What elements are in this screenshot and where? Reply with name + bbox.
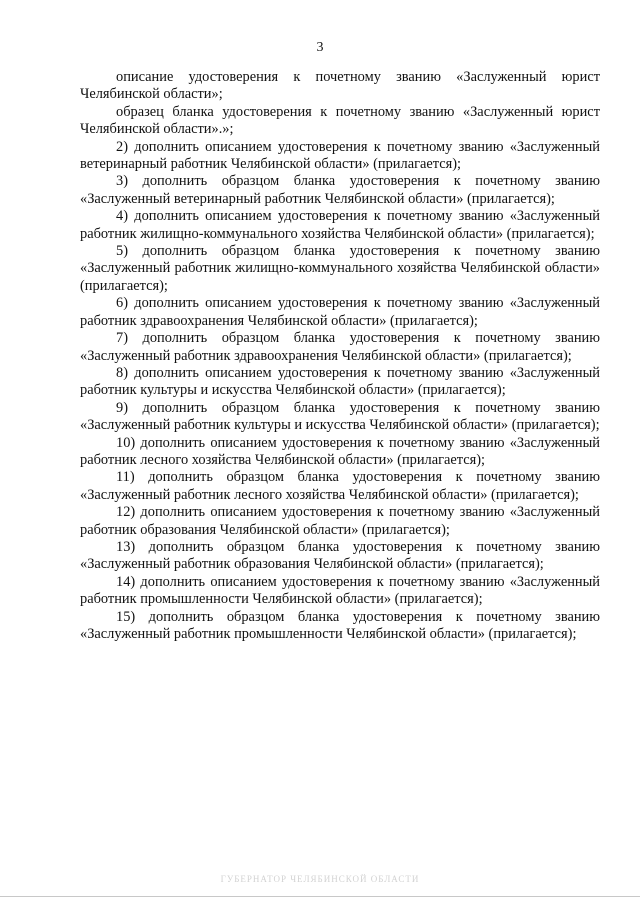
- paragraph-5: 4) дополнить описанием удостоверения к почетному званию «Заслуженный работник жилищно-коммунального хозяйства Челябинской области» (прилагается);: [80, 208, 600, 242]
- paragraph-13: 12) дополнить описанием удостоверения к почетному званию «Заслуженный работник образования Челябинской области» (прилагается);: [80, 504, 600, 538]
- page-bottom-line: [0, 896, 640, 897]
- paragraph-7: 6) дополнить описанием удостоверения к почетному званию «Заслуженный работник здравоохранения Челябинской области» (прилагается);: [80, 295, 600, 329]
- footer-stamp: ГУБЕРНАТОР ЧЕЛЯБИНСКОЙ ОБЛАСТИ: [220, 874, 420, 884]
- paragraph-10: 9) дополнить образцом бланка удостоверения к почетному званию «Заслуженный работник культуры и искусства Челябинской области» (прилагается);: [80, 399, 600, 434]
- paragraph-11: 10) дополнить описанием удостоверения к почетному званию «Заслуженный работник лесного хозяйства Челябинской области» (прилагается);: [80, 434, 600, 468]
- paragraph-14: 13) дополнить образцом бланка удостоверения к почетному званию «Заслуженный работник образования Челябинской области» (прилагается);: [80, 538, 600, 573]
- paragraph-1: описание удостоверения к почетному званию «Заслуженный юрист Челябинской области»;: [80, 69, 600, 103]
- paragraph-8: 7) дополнить образцом бланка удостоверения к почетному званию «Заслуженный работник здравоохранения Челябинской области» (прилагается);: [80, 330, 600, 364]
- paragraph-9: 8) дополнить описанием удостоверения к почетному званию «Заслуженный работник культуры и искусства Челябинской области» (прилагается);: [80, 364, 600, 399]
- paragraph-16: 15) дополнить образцом бланка удостоверения к почетному званию «Заслуженный работник промышленности Челябинской области» (прилагается);: [80, 608, 600, 642]
- paragraph-6: 5) дополнить образцом бланка удостоверения к почетному званию «Заслуженный работник жилищно-коммунального хозяйства Челябинской области» (прилагается);: [80, 243, 600, 294]
- paragraph-12: 11) дополнить образцом бланка удостоверения к почетному званию «Заслуженный работник лесного хозяйства Челябинской области» (прилагается);: [80, 469, 600, 503]
- document-body: [80, 69, 600, 643]
- paragraph-2: образец бланка удостоверения к почетному званию «Заслуженный юрист Челябинской области».»;: [80, 103, 600, 138]
- paragraph-4: 3) дополнить образцом бланка удостоверения к почетному званию «Заслуженный ветеринарный работник Челябинской области» (прилагается);: [80, 173, 600, 207]
- paragraph-15: 14) дополнить описанием удостоверения к почетному званию «Заслуженный работник промышленности Челябинской области» (прилагается);: [80, 573, 600, 608]
- page-number: 3: [316, 40, 324, 55]
- paragraph-3: 2) дополнить описанием удостоверения к почетному званию «Заслуженный ветеринарный работник Челябинской области» (прилагается);: [80, 138, 600, 173]
